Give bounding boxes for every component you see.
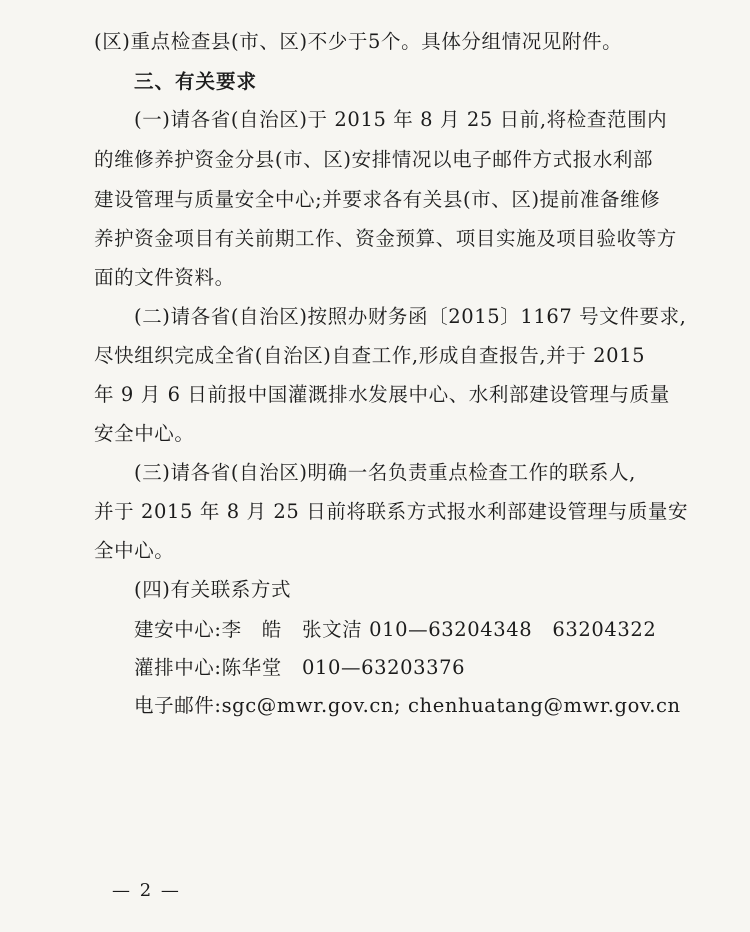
contact-jianan: 建安中心:李 皓 张文洁 010—63204348 63204322 xyxy=(134,618,657,641)
paragraph-line: 养护资金项目有关前期工作、资金预算、项目实施及项目验收等方 xyxy=(94,227,677,250)
page-number: — 2 — xyxy=(112,880,181,901)
paragraph-line: (三)请各省(自治区)明确一名负责重点检查工作的联系人, xyxy=(134,461,636,484)
paragraph-line: 并于 2015 年 8 月 25 日前将联系方式报水利部建设管理与质量安 xyxy=(94,500,689,523)
paragraph-line: 安全中心。 xyxy=(94,422,195,445)
section-heading: 三、有关要求 xyxy=(134,70,258,93)
paragraph-line: (区)重点检查县(市、区)不少于5个。具体分组情况见附件。 xyxy=(94,30,623,53)
paragraph-line: (二)请各省(自治区)按照办财务函〔2015〕1167 号文件要求, xyxy=(134,305,687,328)
paragraph-line: 的维修养护资金分县(市、区)安排情况以电子邮件方式报水利部 xyxy=(94,148,654,171)
paragraph-line: 全中心。 xyxy=(94,539,175,562)
paragraph-line: 年 9 月 6 日前报中国灌溉排水发展中心、水利部建设管理与质量 xyxy=(94,383,670,406)
paragraph-line: 尽快组织完成全省(自治区)自查工作,形成自查报告,并于 2015 xyxy=(94,344,646,367)
contact-guanpai: 灌排中心:陈华堂 010—63203376 xyxy=(134,656,466,679)
contact-heading: (四)有关联系方式 xyxy=(134,578,292,601)
contact-email: 电子邮件:sgc@mwr.gov.cn; chenhuatang@mwr.gov.cn xyxy=(134,694,681,717)
paragraph-line: (一)请各省(自治区)于 2015 年 8 月 25 日前,将检查范围内 xyxy=(134,108,668,131)
paragraph-line: 面的文件资料。 xyxy=(94,266,235,289)
paragraph-line: 建设管理与质量安全中心;并要求各有关县(市、区)提前准备维修 xyxy=(94,188,661,211)
